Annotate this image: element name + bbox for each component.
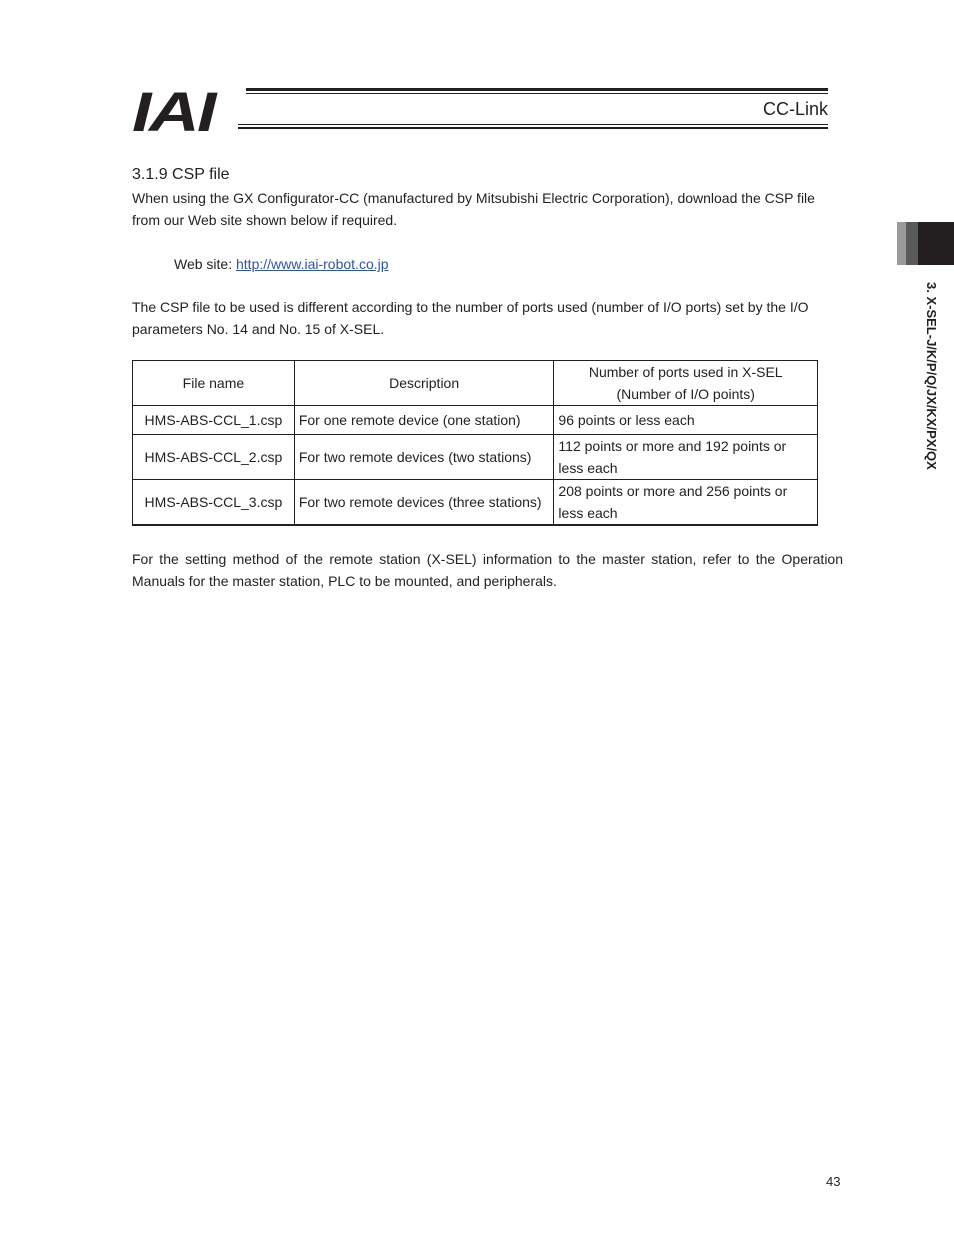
cell-ports: 112 points or more and 192 points or less each bbox=[554, 435, 818, 480]
header-rule bbox=[246, 93, 828, 94]
header-ports bbox=[554, 361, 818, 406]
header-ports-line1: Number of ports used in X-SEL bbox=[588, 364, 783, 380]
header-description: Description bbox=[294, 361, 554, 406]
header-rule bbox=[246, 88, 828, 91]
table-row bbox=[133, 435, 818, 480]
header-rule bbox=[238, 124, 828, 125]
cell-file-name: HMS-ABS-CCL_1.csp bbox=[133, 406, 295, 435]
iai-logo: IAI bbox=[132, 80, 214, 143]
side-tab-marker bbox=[906, 222, 918, 265]
website-line bbox=[174, 253, 389, 275]
header-ports-line2: (Number of I/O points) bbox=[616, 386, 755, 402]
website-link[interactable]: http://www.iai-robot.co.jp bbox=[236, 256, 389, 272]
csp-paragraph: The CSP file to be used is different according to the number of ports used (number of I/O ports) set by the I/O parameters No. 14 and No. 15 of X-SEL. bbox=[132, 299, 809, 337]
side-tab-marker bbox=[897, 222, 906, 265]
table-row bbox=[133, 480, 818, 526]
header-file-name: File name bbox=[133, 361, 295, 406]
table-row bbox=[133, 406, 818, 435]
chapter-side-label: 3. X-SEL-J/K/P/Q/JX/KX/PX/QX bbox=[924, 282, 939, 470]
csp-file-table bbox=[132, 360, 818, 526]
cell-file-name: HMS-ABS-CCL_3.csp bbox=[133, 480, 295, 526]
header-rule bbox=[238, 127, 828, 129]
cell-ports: 96 points or less each bbox=[554, 406, 818, 435]
cell-file-name: HMS-ABS-CCL_2.csp bbox=[133, 435, 295, 480]
section-title: 3.1.9 CSP file bbox=[132, 166, 230, 183]
cell-description: For one remote device (one station) bbox=[294, 406, 554, 435]
table-header-row bbox=[133, 361, 818, 406]
header-title: CC-Link bbox=[762, 99, 828, 119]
page-number: 43 bbox=[826, 1174, 841, 1189]
setting-method-paragraph: For the setting method of the remote station (X-SEL) information to the master station, refer to the Operation Manuals for the master station, PLC to be mounted, and peripherals. bbox=[132, 551, 843, 589]
cell-description: For two remote devices (two stations) bbox=[294, 435, 554, 480]
cell-description: For two remote devices (three stations) bbox=[294, 480, 554, 526]
website-label: Web site: bbox=[174, 256, 236, 272]
cell-ports: 208 points or more and 256 points or less each bbox=[554, 480, 818, 526]
intro-paragraph: When using the GX Configurator-CC (manufactured by Mitsubishi Electric Corporation), download the CSP file from our Web site shown below if required. bbox=[132, 190, 815, 228]
side-tab-marker bbox=[918, 222, 954, 265]
